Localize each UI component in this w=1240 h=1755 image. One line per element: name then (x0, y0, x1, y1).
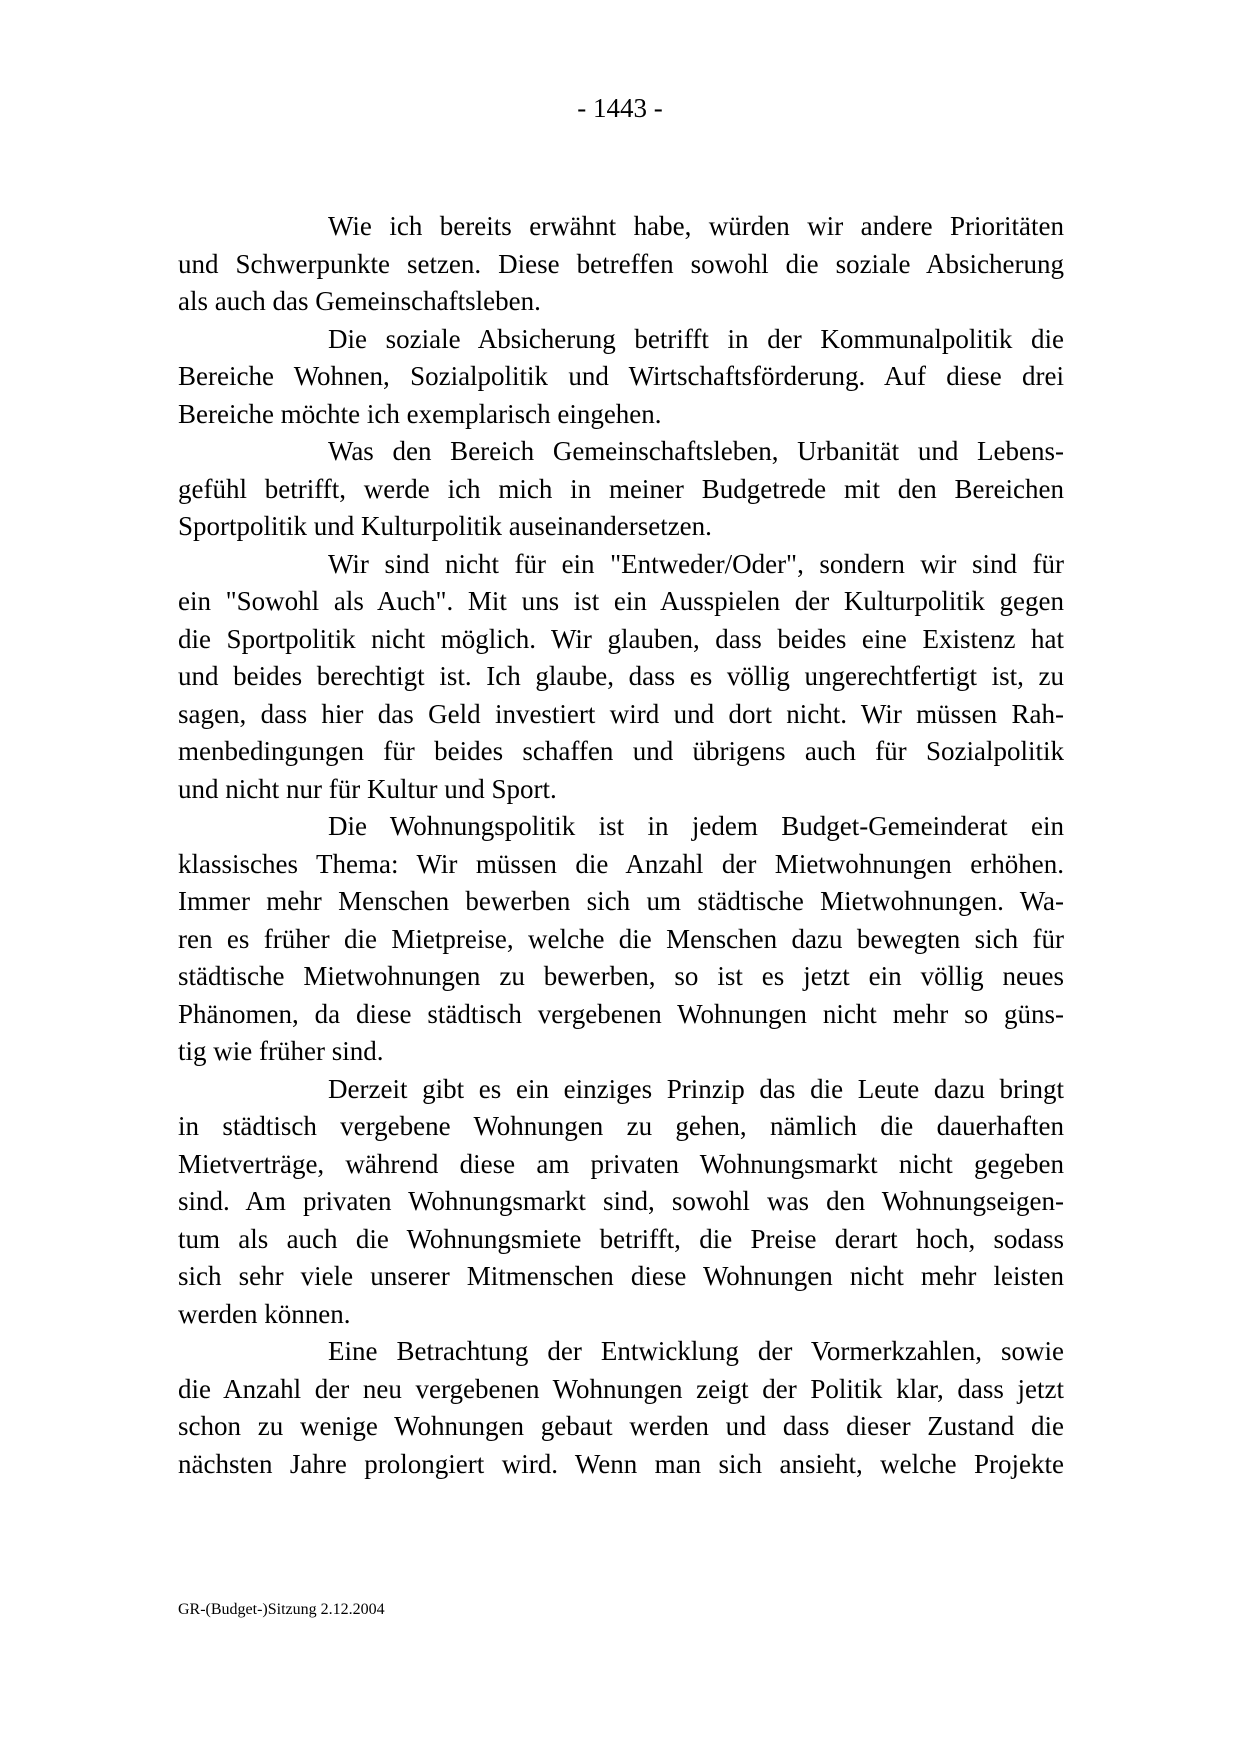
text-line: die Anzahl der neu vergebenen Wohnungen zeigt der Politik klar, dass jetzt (178, 1373, 1064, 1404)
body-text (178, 208, 1064, 1483)
text-line: Phänomen, da diese städtisch vergebenen Wohnungen nicht mehr so güns- (178, 998, 1064, 1029)
text-line: werden können. (178, 1298, 351, 1329)
text-line: die Sportpolitik nicht möglich. Wir glauben, dass beides eine Existenz hat (178, 623, 1064, 654)
text-line: ren es früher die Mietpreise, welche die Menschen dazu bewegten sich für (178, 923, 1064, 954)
text-line: in städtisch vergebene Wohnungen zu gehen, nämlich die dauerhaften (178, 1111, 1064, 1141)
text-line: als auch das Gemeinschaftsleben. (178, 286, 541, 316)
text-line: tig wie früher sind. (178, 1036, 384, 1066)
text-line: und Schwerpunkte setzen. Diese betreffen sowohl die soziale Absicherung (178, 248, 1064, 279)
text-line: gefühl betrifft, werde ich mich in meiner Budgetrede mit den Bereichen (178, 473, 1064, 504)
text-line: und beides berechtigt ist. Ich glaube, dass es völlig ungerechtfertigt ist, zu (178, 661, 1064, 691)
text-line: Derzeit gibt es ein einziges Prinzip das die Leute dazu bringt (328, 1073, 1064, 1104)
paragraph-5 (178, 808, 1064, 1071)
text-line: und nicht nur für Kultur und Sport. (178, 773, 557, 804)
text-line: Eine Betrachtung der Entwicklung der Vormerkzahlen, sowie (328, 1336, 1064, 1366)
paragraph-1 (178, 208, 1064, 321)
paragraph-6 (178, 1071, 1064, 1334)
text-line: städtische Mietwohnungen zu bewerben, so ist es jetzt ein völlig neues (178, 961, 1064, 991)
text-line: sagen, dass hier das Geld investiert wird und dort nicht. Wir müssen Rah- (178, 698, 1064, 729)
text-line: Was den Bereich Gemeinschaftsleben, Urbanität und Lebens- (328, 436, 1064, 466)
text-line: Die soziale Absicherung betrifft in der Kommunalpolitik die (328, 323, 1064, 354)
text-line: sind. Am privaten Wohnungsmarkt sind, sowohl was den Wohnungseigen- (178, 1186, 1064, 1216)
paragraph-2 (178, 321, 1064, 434)
text-line: nächsten Jahre prolongiert wird. Wenn man sich ansieht, welche Projekte (178, 1448, 1064, 1479)
text-line: klassisches Thema: Wir müssen die Anzahl der Mietwohnungen erhöhen. (178, 848, 1064, 879)
text-line: Die Wohnungspolitik ist in jedem Budget-Gemeinderat ein (328, 811, 1064, 841)
text-line: Bereiche möchte ich exemplarisch eingehen. (178, 398, 662, 429)
text-line: Mietverträge, während diese am privaten Wohnungsmarkt nicht gegeben (178, 1148, 1064, 1179)
footer-session-label: GR-(Budget-)Sitzung 2.12.2004 (178, 1601, 385, 1618)
text-line: schon zu wenige Wohnungen gebaut werden und dass dieser Zustand die (178, 1411, 1064, 1441)
text-line: Wie ich bereits erwähnt habe, würden wir andere Prioritäten (328, 211, 1064, 241)
text-line: Wir sind nicht für ein "Entweder/Oder", sondern wir sind für (328, 548, 1064, 579)
text-line: Immer mehr Menschen bewerben sich um städtische Mietwohnungen. Wa- (178, 886, 1064, 916)
paragraph-4 (178, 546, 1064, 809)
text-line: sich sehr viele unserer Mitmenschen diese Wohnungen nicht mehr leisten (178, 1261, 1064, 1291)
text-line: menbedingungen für beides schaffen und übrigens auch für Sozialpolitik (178, 736, 1064, 766)
paragraph-3 (178, 433, 1064, 546)
text-line: tum als auch die Wohnungsmiete betrifft, die Preise derart hoch, sodass (178, 1223, 1064, 1254)
text-line: Bereiche Wohnen, Sozialpolitik und Wirtschaftsförderung. Auf diese drei (178, 361, 1064, 391)
page-number: - 1443 - (577, 93, 663, 123)
text-line: ein "Sowohl als Auch". Mit uns ist ein Ausspielen der Kulturpolitik gegen (178, 586, 1064, 616)
paragraph-7 (178, 1333, 1064, 1483)
text-line: Sportpolitik und Kulturpolitik auseinandersetzen. (178, 511, 712, 541)
